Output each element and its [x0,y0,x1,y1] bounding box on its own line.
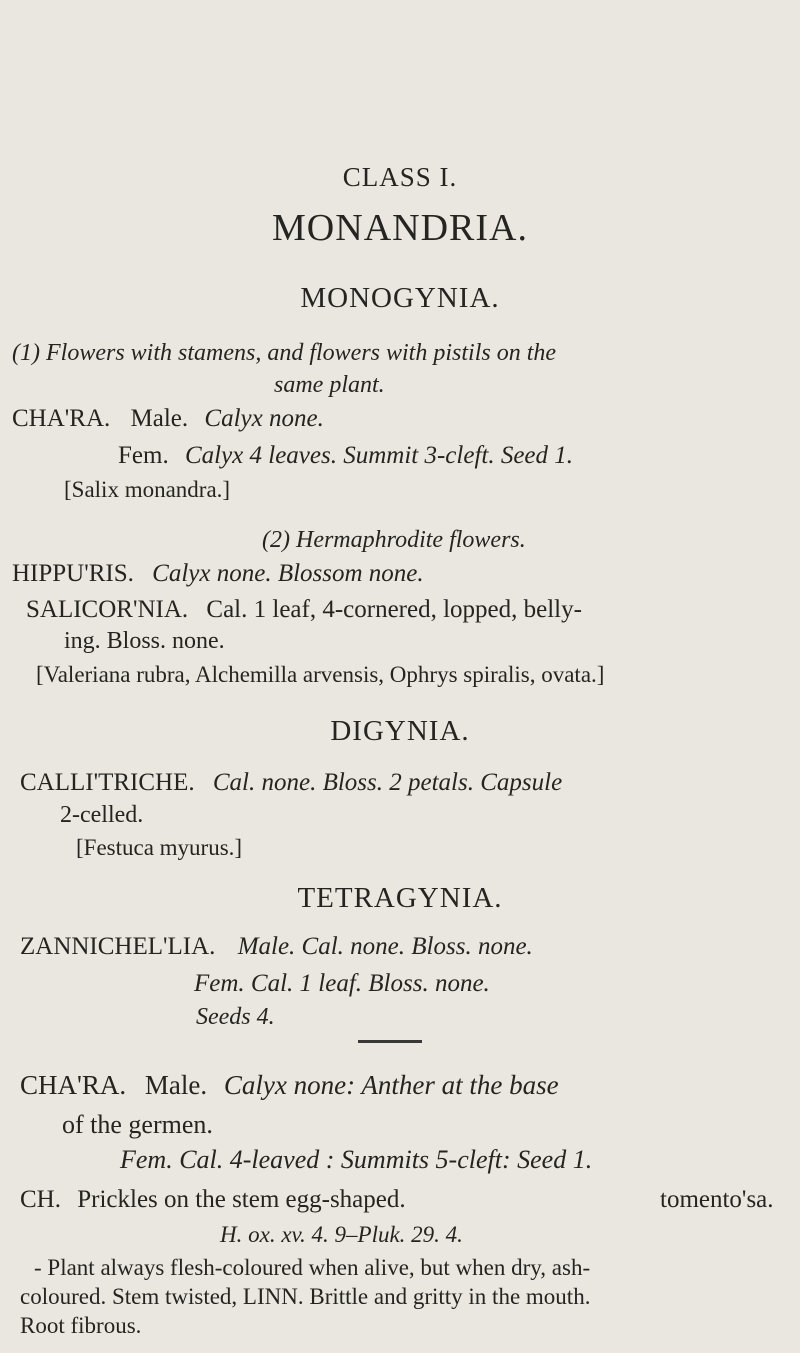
chara-detail-fem: Fem. Cal. 4-leaved : Summits 5-cleft: Seed 1. [120,1145,593,1174]
sex-label: Male. [130,405,189,432]
character-text: Cal. none. Bloss. 2 petals. Capsule [212,769,563,796]
group2-heading: (2) Hermaphrodite flowers. [262,527,526,553]
description-line: - Plant always flesh-coloured when alive, but when dry, ash- [34,1255,591,1280]
character-text: Calyx 4 leaves. Summit 3-cleft. Seed 1. [184,442,574,469]
genus-name: HIPPU'RIS. [12,560,134,587]
character-text: Calyx none. Blossom none. [152,560,424,587]
species-character: Prickles on the stem egg-shaped. [77,1186,406,1213]
callitriche-entry-cont: 2-celled. [60,802,144,828]
character-text: Calyx none. [204,405,324,432]
sex-label: Male. [144,1070,208,1100]
order-title: MONOGYNIA. [300,282,500,314]
species-name: tomento'sa. [660,1186,774,1213]
species-line [20,1186,406,1214]
character-text: Male. Cal. none. Bloss. none. [237,933,533,960]
genus-name: CHA'RA. [12,405,111,432]
class-title: MONANDRIA. [272,207,528,249]
chara-detail-entry [20,1070,559,1101]
description-line: Root fibrous. [20,1313,142,1338]
zannichellia-fem: Fem. Cal. 1 leaf. Bloss. none. [194,970,490,997]
order-heading-tetragynia: TETRAGYNIA. [297,882,503,914]
chara-detail-entry-cont: of the germen. [62,1110,213,1139]
chara-note: [Salix monandra.] [64,477,231,502]
species-references: H. ox. xv. 4. 9–Pluk. 29. 4. [220,1222,463,1247]
hippuris-entry [12,560,424,588]
group1-heading: (1) Flowers with stamens, and flowers with pistils on the [12,340,557,366]
zannichellia-seeds: Seeds 4. [196,1004,275,1030]
genus-name: SALICOR'NIA. [26,596,189,623]
chara-entry-male [12,405,324,433]
class-label: CLASS I. [342,162,458,192]
sex-label: Fem. [118,442,169,469]
order-heading-digynia: DIGYNIA. [330,715,470,747]
callitriche-entry [20,769,562,797]
genus-name: CHA'RA. [20,1070,127,1100]
salicornia-entry-cont: ing. Bloss. none. [64,628,225,654]
salicornia-note: [Valeriana rubra, Alchemilla arvensis, Ophrys spiralis, ovata.] [36,662,605,687]
group1-heading-cont: same plant. [274,372,385,398]
character-text: Cal. 1 leaf, 4-cornered, lopped, belly- [206,596,582,623]
genus-name: ZANNICHEL'LIA. [20,933,216,960]
genus-name: CALLI'TRICHE. [20,769,195,796]
character-text: Calyx none: Anther at the base [223,1070,559,1100]
description-line: coloured. Stem twisted, LINN. Brittle and gritty in the mouth. [20,1284,591,1309]
section-divider [358,1040,422,1043]
salicornia-entry [26,596,582,624]
callitriche-note: [Festuca myurus.] [76,835,243,860]
chara-entry-fem [118,442,573,470]
species-abbr: CH. [20,1186,61,1213]
zannichellia-entry [20,933,533,961]
